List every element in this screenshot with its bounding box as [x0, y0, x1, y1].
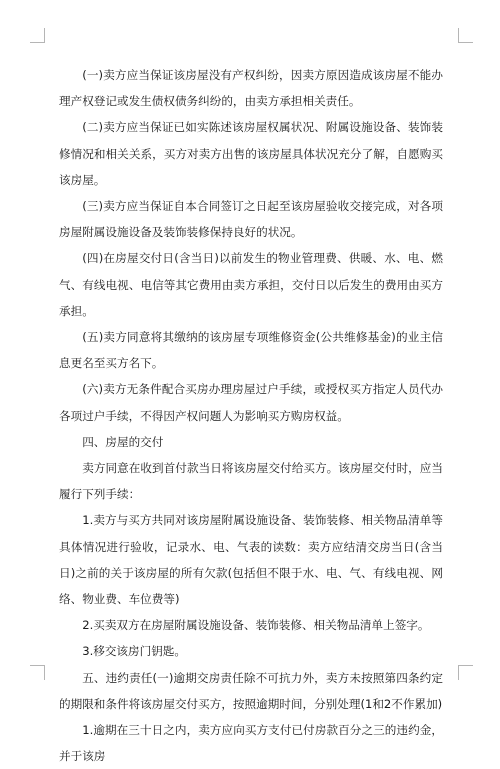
paragraph-seller-guarantee-condition: (三)卖方应当保证自本合同签订之日起至该房屋验收交接完成，对各项房屋附属设施设备及装饰装修保持良好的状况。: [59, 199, 443, 240]
list-item-hand-over-keys: 3.移交该房门钥匙。: [82, 644, 186, 659]
paragraph-seller-guarantee-no-dispute: (一)卖方应当保证该房屋没有产权纠纷，因卖方原因造成该房屋不能办理产权登记或发生债权债务纠纷的，由卖方承担相关责任。: [59, 68, 443, 109]
paragraph-seller-guarantee-disclosure: (二)卖方应当保证已如实陈述该房屋权属状况、附属设施设备、装饰装修情况和相关关系，买方对卖方出售的该房屋具体状况充分了解，自愿购买该房屋。: [59, 120, 443, 187]
paragraph-maintenance-fund: (五)卖方同意将其缴纳的该房屋专项维修资金(公共维修基金)的业主信息更名至买方名下。: [59, 330, 443, 371]
crop-mark-bottom-left: [30, 665, 45, 680]
paragraph-transfer-cooperation: (六)卖方无条件配合买房办理房屋过户手续，或授权买方指定人员代办各项过户手续，不得因产权问题人为影响买方购房权益。: [59, 382, 443, 423]
list-item-late-within-30-days: 1.逾期在三十日之内，卖方应向买方支付已付房款百分之三的违约金，并于该房: [59, 723, 443, 764]
section-heading-liability: 五、违约责任(一)逾期交房责任除不可抗力外，卖方未按照第四条约定的期限和条件将该房屋交付买方，按照逾期时间，分别处理(1和2不作累加): [59, 670, 443, 711]
section-heading-delivery: 四、房屋的交付: [82, 434, 164, 449]
paragraph-delivery-intro: 卖方同意在收到首付款当日将该房屋交付给买方。该房屋交付时，应当履行下列手续：: [59, 461, 443, 502]
list-item-sign-inventory: 2.买卖双方在房屋附属设施设备、装饰装修、相关物品清单上签字。: [82, 618, 430, 633]
crop-mark-top-left: [30, 28, 45, 43]
crop-mark-top-right: [458, 28, 473, 43]
paragraph-fees-before-delivery: (四)在房屋交付日(含当日)以前发生的物业管理费、供暖、水、电、燃气、有线电视、电信等其它费用由卖方承担，交付日以后发生的费用由买方承担。: [59, 251, 443, 318]
document-body: [59, 62, 443, 769]
crop-mark-bottom-right: [458, 665, 473, 680]
list-item-inspection: 1.卖方与买方共同对该房屋附属设施设备、装饰装修、相关物品清单等具体情况进行验收，记录水、电、气表的读数：卖方应结清交房当日(含当日)之前的关于该房屋的所有欠款(包括但不限于水、电、气、有线电视、网络、物业费、车位费等): [59, 513, 443, 607]
